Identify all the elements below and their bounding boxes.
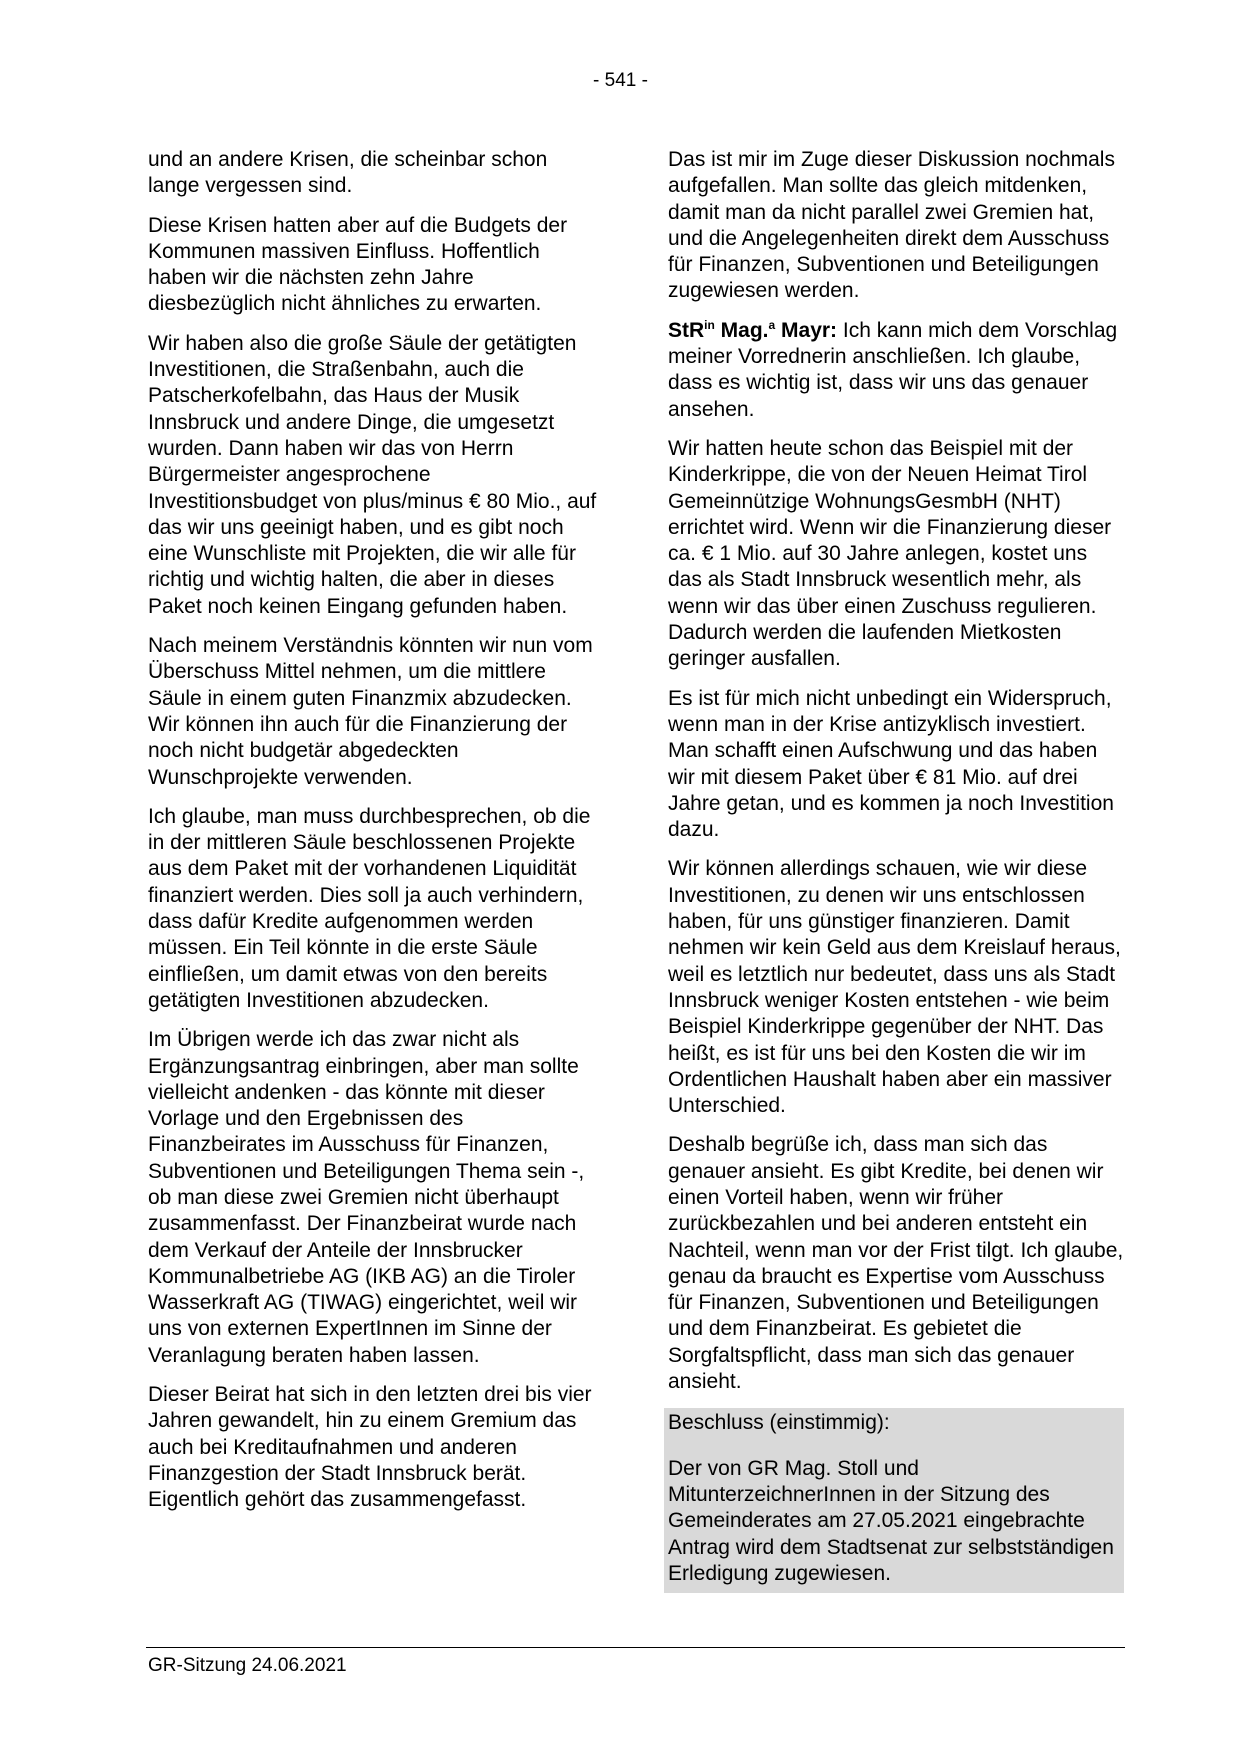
paragraph: Im Übrigen werde ich das zwar nicht als Ergänzungsantrag einbringen, aber man sollte vielleicht andenken - das könnte mit dieser Vorlage und den Ergebnissen des Finanzbeirates im Ausschuss für Finanzen, Subventionen und Beteiligungen Thema sein -, ob man diese zwei Gremien nicht überhaupt zusammenfasst. Der Finanzbeirat wurde nach dem Verkauf der Anteile der Innsbrucker Kommunalbetriebe AG (IKB AG) an die Tiroler Wasserkraft AG (TIWAG) eingerichtet, weil wir uns von externen ExpertInnen im Sinne der Veranlagung beraten haben lassen. bbox=[148, 1028, 585, 1367]
paragraph: Ich glaube, man muss durchbesprechen, ob die in der mittleren Säule beschlossenen Projekte aus dem Paket mit der vorhandenen Liquidität finanziert werden. Dies soll ja auch verhindern, dass dafür Kredite aufgenommen werden müssen. Ein Teil könnte in die erste Säule einfließen, um damit etwas von den bereits getätigten Investitionen abzudecken. bbox=[148, 804, 591, 1012]
paragraph: und an andere Krisen, die scheinbar schon lange vergessen sind. bbox=[148, 148, 548, 198]
right-column bbox=[668, 147, 1124, 1606]
speaker-paragraph bbox=[668, 318, 1124, 423]
paragraph: Nach meinem Verständnis könnten wir nun vom Überschuss Mittel nehmen, um die mittlere Säule in einem guten Finanzmix abzudecken. Wir können ihn auch für die Finanzierung der noch nicht budgetär abgedeckten Wunschprojekte verwenden. bbox=[148, 634, 593, 789]
speaker-label bbox=[668, 319, 837, 342]
speaker-title-suffix: in bbox=[704, 317, 715, 332]
page-number: - 541 - bbox=[593, 70, 648, 91]
paragraph: Dieser Beirat hat sich in den letzten drei bis vier Jahren gewandelt, hin zu einem Gremium das auch bei Kreditaufnahmen und anderen Finanzgestion der Stadt Innsbruck berät. Eigentlich gehört das zusammengefasst. bbox=[148, 1383, 592, 1512]
paragraph: Deshalb begrüße ich, dass man sich das genauer ansieht. Es gibt Kredite, bei denen wir einen Vorteil haben, wenn wir früher zurückbezahlen und bei anderen entsteht ein Nachteil, wenn man vor der Frist tilgt. Ich glaube, genau da braucht es Expertise vom Ausschuss für Finanzen, Subventionen und Beteiligungen und dem Finanzbeirat. Es gebietet die Sorgfaltspflicht, dass man sich das genauer ansieht. bbox=[668, 1133, 1124, 1394]
paragraph: Das ist mir im Zuge dieser Diskussion nochmals aufgefallen. Man sollte das gleich mitdenken, damit man da nicht parallel zwei Gremien hat, und die Angelegenheiten direkt dem Ausschuss für Finanzen, Subventionen und Beteiligungen zugewiesen werden. bbox=[668, 148, 1115, 303]
speaker-title: StR bbox=[668, 318, 705, 342]
paragraph: Wir hatten heute schon das Beispiel mit der Kinderkrippe, die von der Neuen Heimat Tirol Gemeinnützige WohnungsGesmbH (NHT) errichtet wird. Wenn wir die Finanzierung dieser ca. € 1 Mio. auf 30 Jahre anlegen, kostet uns das als Stadt Innsbruck wesentlich mehr, als wenn wir das über einen Zuschuss regulieren. Dadurch werden die laufenden Mietkosten geringer ausfallen. bbox=[668, 436, 1112, 671]
paragraph: Wir können allerdings schauen, wie wir diese Investitionen, zu denen wir uns entschlossen haben, für uns günstiger finanzieren. Damit nehmen wir kein Geld aus dem Kreislauf heraus, weil es letztlich nur bedeutet, dass uns als Stadt Innsbruck weniger Kosten entstehen - wie beim Beispiel Kinderkrippe gegenüber der NHT. Das heißt, es ist für uns bei den Kosten die wir im Ordentlichen Haushalt haben aber ein massiver Unterschied. bbox=[668, 857, 1121, 1118]
paragraph: Diese Krisen hatten aber auf die Budgets der Kommunen massiven Einfluss. Hoffentlich haben wir die nächsten zehn Jahre diesbezüglich nicht ähnliches zu erwarten. bbox=[148, 213, 568, 316]
left-column bbox=[148, 147, 600, 1527]
speaker-degree-suffix: a bbox=[768, 317, 776, 332]
paragraph: Wir haben also die große Säule der getätigten Investitionen, die Straßenbahn, auch die Patscherkofelbahn, das Haus der Musik Innsbruck und andere Dinge, die umgesetzt wurden. Dann haben wir das von Herrn Bürgermeister angesprochene Investitionsbudget von plus/minus € 80 Mio., auf das wir uns geeinigt haben, und es gibt noch eine Wunschliste mit Projekten, die wir alle für richtig und wichtig halten, die aber in dieses Paket noch keinen Eingang gefunden haben. bbox=[148, 331, 597, 618]
speaker-name: Mayr: bbox=[775, 318, 838, 342]
decision-text: Der von GR Mag. Stoll und MitunterzeichnerInnen in der Sitzung des Gemeinderates am 27.05.2021 eingebrachte Antrag wird dem Stadtsenat zur selbstständigen Erledigung zugewiesen. bbox=[664, 1446, 1124, 1593]
footer-text: GR-Sitzung 24.06.2021 bbox=[148, 1655, 347, 1676]
paragraph: Es ist für mich nicht unbedingt ein Widerspruch, wenn man in der Krise antizyklisch investiert. Man schafft einen Aufschwung und das haben wir mit diesem Paket über € 81 Mio. auf drei Jahre getan, und es kommen ja noch Investition dazu. bbox=[668, 686, 1114, 842]
speaker-text: Ich kann mich dem Vorschlag meiner Vorrednerin anschließen. Ich glaube, dass es wichtig ist, dass wir uns das genauer ansehen. bbox=[668, 318, 1118, 421]
footer-divider bbox=[146, 1647, 1125, 1648]
decision-heading: Beschluss (einstimmig): bbox=[664, 1408, 1124, 1445]
speaker-degree: Mag. bbox=[714, 318, 769, 342]
